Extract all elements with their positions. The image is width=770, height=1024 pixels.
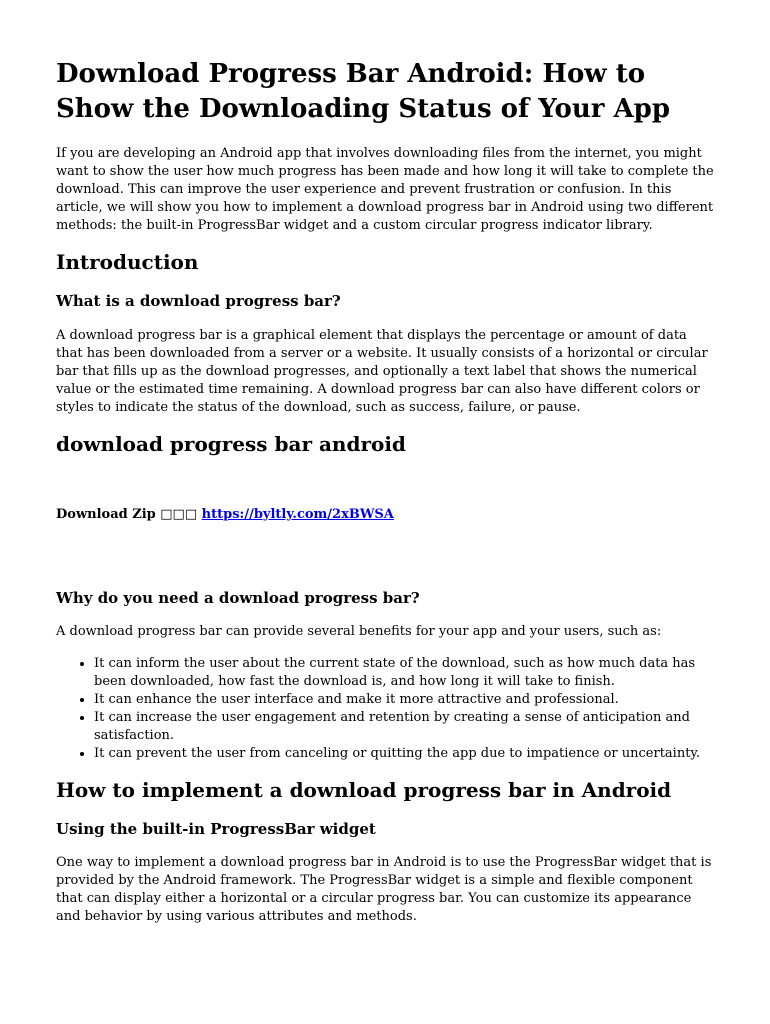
download-label: Download Zip □□□ [56, 507, 198, 522]
list-item: • It can increase the user engagement and retention by creating a sense of anticipation and satisfaction. [94, 709, 716, 745]
subheading-builtin: Using the built-in ProgressBar widget [56, 820, 376, 838]
intro-paragraph: If you are developing an Android app that involves downloading files from the internet, you might want to show the user how much progress has been made and how long it will take to complete the download. This can improve the user experience and prevent frustration or confusion. In this article, we will show you how to implement a download progress bar in Android using two different methods: the built-in ProgressBar widget and a custom circular progress indicator library. [56, 146, 714, 233]
benefits-list [56, 655, 716, 763]
section-heading-introduction: Introduction [56, 250, 199, 274]
builtin-paragraph: One way to implement a download progress bar in Android is to use the ProgressBar widget that is provided by the Android framework. The ProgressBar widget is a simple and flexible component that can display either a horizontal or a circular progress bar. You can customize its appearance and behavior by using various attributes and methods. [56, 855, 712, 924]
what-is-paragraph: A download progress bar is a graphical element that displays the percentage or amount of data that has been downloaded from a server or a website. It usually consists of a horizontal or circular bar that fills up as the download progresses, and optionally a text label that shows the numerical value or the estimated time remaining. A download progress bar can also have different colors or styles to indicate the status of the download, such as success, failure, or pause. [56, 328, 708, 415]
download-link[interactable]: https://byltly.com/2xBWSA [201, 507, 394, 522]
list-item: • It can prevent the user from canceling or quitting the app due to impatience or uncertainty. [94, 745, 716, 763]
section-heading-implement: How to implement a download progress bar in Android [56, 778, 672, 802]
page-title: Download Progress Bar Android: How to Show the Downloading Status of Your App [56, 59, 671, 124]
subheading-what-is: What is a download progress bar? [56, 292, 341, 310]
section-heading-keyword: download progress bar android [56, 432, 406, 456]
subheading-why: Why do you need a download progress bar? [56, 589, 420, 607]
download-line [56, 506, 716, 524]
list-item: • It can enhance the user interface and make it more attractive and professional. [94, 691, 716, 709]
why-paragraph: A download progress bar can provide several benefits for your app and your users, such as: [56, 624, 662, 639]
list-item: • It can inform the user about the current state of the download, such as how much data has been downloaded, how fast the download is, and how long it will take to finish. [94, 655, 716, 691]
